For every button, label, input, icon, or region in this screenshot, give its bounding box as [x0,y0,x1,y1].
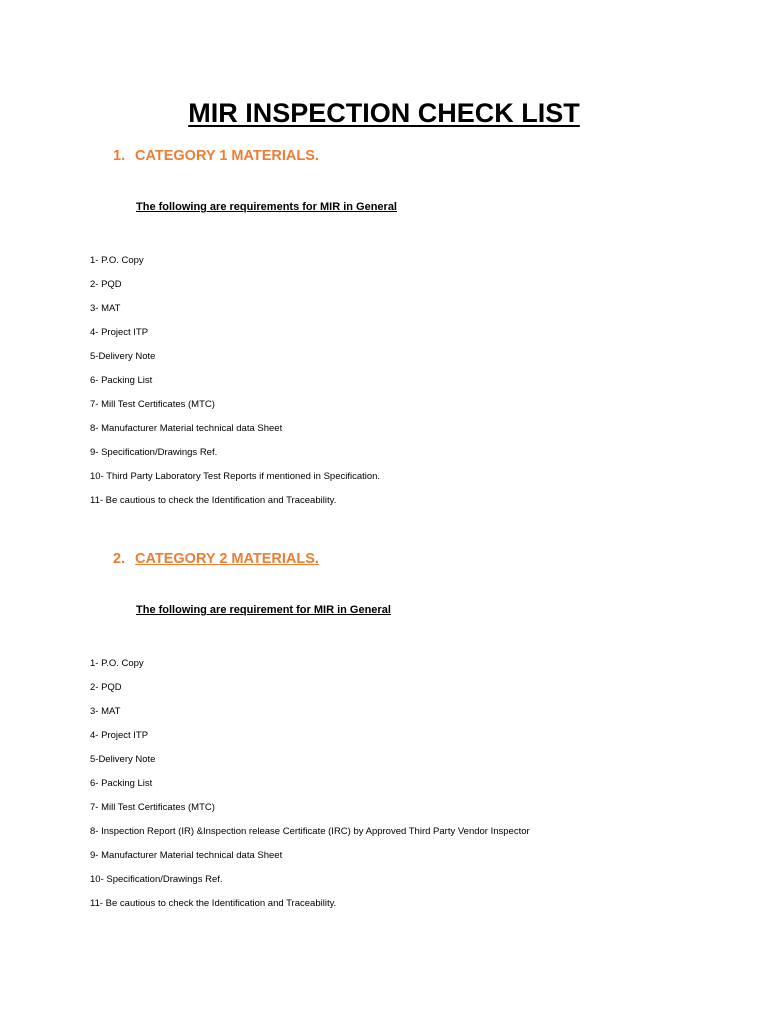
list-item: 2- PQD [90,682,122,693]
section-1-number: 1. [113,148,126,164]
list-item: 5-Delivery Note [90,351,156,362]
section-1-title: CATEGORY 1 MATERIALS. [135,148,319,164]
list-item: 1- P.O. Copy [90,658,144,669]
list-item: 8- Inspection Report (IR) &Inspection release Certificate (IRC) by Approved Third Party Vendor Inspector [90,826,530,837]
list-item: 9- Manufacturer Material technical data Sheet [90,850,283,861]
list-item: 10- Third Party Laboratory Test Reports if mentioned in Specification. [90,471,381,482]
section-1-heading [113,147,319,165]
section-2-heading [113,550,319,568]
page-title: MIR INSPECTION CHECK LIST [188,98,580,128]
list-item: 6- Packing List [90,778,153,789]
list-item: 8- Manufacturer Material technical data Sheet [90,423,283,434]
list-item: 11- Be cautious to check the Identification and Traceability. [90,495,337,506]
list-item: 6- Packing List [90,375,153,386]
list-item: 9- Specification/Drawings Ref. [90,447,218,458]
section-2-number: 2. [113,551,126,567]
list-item: 1- P.O. Copy [90,255,144,266]
list-item: 3- MAT [90,706,121,717]
section-1-requirements-list [90,255,380,519]
list-item: 11- Be cautious to check the Identification and Traceability. [90,898,337,909]
list-item: 4- Project ITP [90,327,149,338]
section-2-title: CATEGORY 2 MATERIALS. [135,551,319,567]
section-1-intro: The following are requirements for MIR in General [136,201,397,213]
list-item: 7- Mill Test Certificates (MTC) [90,802,215,813]
list-item: 10- Specification/Drawings Ref. [90,874,223,885]
list-item: 7- Mill Test Certificates (MTC) [90,399,215,410]
section-2-intro: The following are requirement for MIR in General [136,604,391,616]
list-item: 5-Delivery Note [90,754,156,765]
section-2-requirements-list [90,658,530,922]
list-item: 2- PQD [90,279,122,290]
list-item: 3- MAT [90,303,121,314]
list-item: 4- Project ITP [90,730,149,741]
